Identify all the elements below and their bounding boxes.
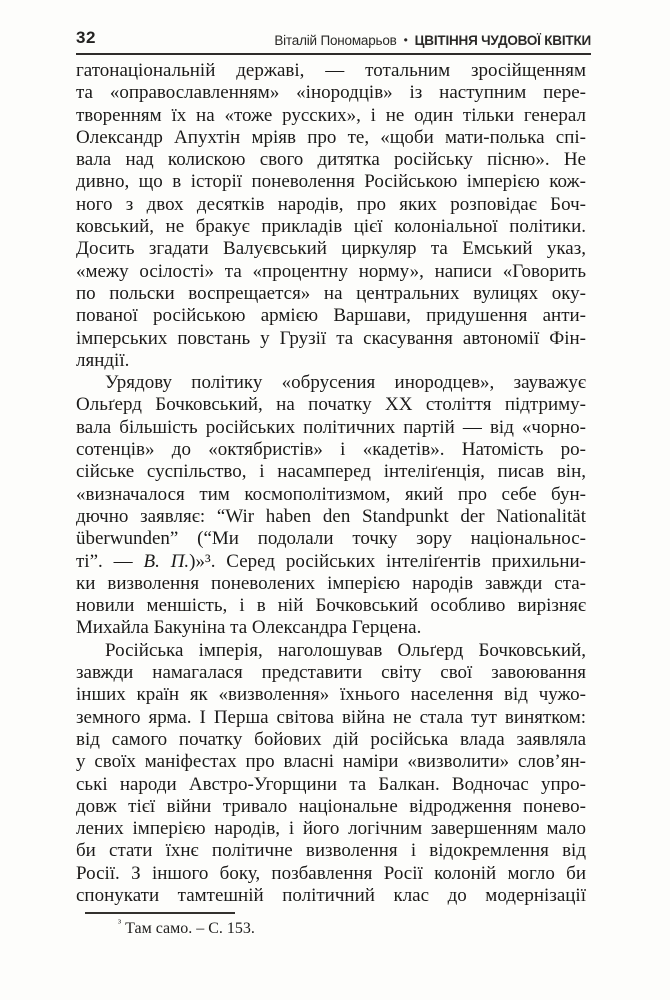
footnote-separator: [85, 912, 235, 914]
footnote: [76, 912, 586, 938]
text-line: Ольґерд Бочковський, на початку XX століття підтриму-: [76, 394, 586, 416]
text-line: «межу осілості» та «процентну норму», написи «Говорить: [76, 260, 586, 282]
page-body: [76, 60, 586, 907]
text-line: пованої російською армією Варшави, придушення анти-: [76, 305, 586, 327]
text-line: інших країн як «визволення» їхнього населення від чужо-: [76, 684, 586, 706]
text-line: імперських повстань у Грузії та скасування автономії Фін-: [76, 327, 586, 349]
text-line: від самого початку бойових дій російська влада заявляла: [76, 728, 586, 750]
text-line: спонукати тамтешній політичний клас до модернізації: [76, 884, 586, 906]
text-line: у своїх маніфестах про власні наміри «визволити» слов’ян-: [76, 751, 586, 773]
text-line: дючно заявляє: “Wir haben den Standpunkt der Nationalität: [76, 505, 586, 527]
text-line: би стати їхнє політичне визволення і відокремлення від: [76, 840, 586, 862]
running-title-book: ЦВІТІННЯ ЧУДОВОЇ КВІТКИ: [414, 33, 591, 48]
running-title-author: Віталій Пономарьов: [274, 33, 397, 48]
text-line: творенням їх на «тоже русских», і не один тільки генерал: [76, 104, 586, 126]
text-line: ного з двох десятків народів, про яких розповідає Боч-: [76, 193, 586, 215]
running-title: [274, 33, 591, 48]
text-line: ляндії.: [76, 349, 130, 371]
text-line: гатонаціональній державі, — тотальним зросійщенням: [76, 60, 586, 81]
text-line: дивно, що в історії поневолення Російською імперією кож-: [76, 171, 586, 193]
text-line: ті”. — В. П.)»³. Серед російських інтеліґентів прихильни-: [76, 550, 586, 572]
text-line: лених імперією народів, і його логічним завершенням мало: [76, 818, 586, 840]
text-line: вала над колискою свого дитятка російську пісню». Не: [76, 149, 586, 171]
footnote-body: Там само. – С. 153.: [125, 920, 255, 937]
text-line: ські народи Австро-Угорщини та Балкан. Водночас упро-: [76, 773, 586, 795]
text-line: ки визволення поневолених імперією народів завжди ста-: [76, 572, 586, 594]
page-number: 32: [76, 28, 96, 47]
running-header: [76, 28, 591, 55]
paragraph: [76, 640, 586, 908]
text-line: по польски воспрещается» на центральних вулицях оку-: [76, 282, 586, 304]
text-line: та «оправославленням» «інородців» із наступним пере-: [76, 82, 586, 104]
text-line: ковський, не бракує прикладів цієї колоніальної політики.: [76, 216, 586, 238]
text-line: сійське суспільство, і насамперед інтеліґенція, писав він,: [76, 461, 586, 483]
bullet-separator-icon: •: [403, 33, 408, 47]
text-line: überwunden” (“Ми подолали точку зору національнос-: [76, 528, 586, 550]
text-line: Урядову політику «обрусения инородцев», зауважує: [105, 372, 586, 394]
text-line: Досить згадати Валуєвський циркуляр та Емський указ,: [76, 238, 586, 260]
paragraph: [76, 60, 586, 372]
text-line: Росії. З іншого боку, позбавлення Росії колоній могло би: [76, 862, 586, 884]
text-line: «визначалося тим космополітизмом, який про себе бун-: [76, 483, 586, 505]
text-line: вала більшість російських політичних партій — від «чорно-: [76, 416, 586, 438]
text-line: новили меншість, і в ній Бочковський особливо вирізняє: [76, 595, 586, 617]
text-line: завжди намагалася представити світу свої завоювання: [76, 662, 586, 684]
text-line: сотенців» до «октябристів» і «кадетів». Натомість ро-: [76, 439, 586, 461]
text-line: земного ярма. І Перша світова війна не стала тут винятком:: [76, 706, 586, 728]
footnote-marker: ³: [118, 918, 122, 930]
text-line: довж тієї війни тривало національне відродження понево-: [76, 795, 586, 817]
footnote-text: [76, 919, 586, 938]
text-line: Михайла Бакуніна та Олександра Герцена.: [76, 617, 422, 639]
paragraph: [76, 372, 586, 640]
text-line: Російська імперія, наголошував Ольґерд Бочковський,: [105, 639, 586, 661]
text-line: Олександр Апухтін мріяв про те, «щоби мати-полька спі-: [76, 126, 586, 148]
